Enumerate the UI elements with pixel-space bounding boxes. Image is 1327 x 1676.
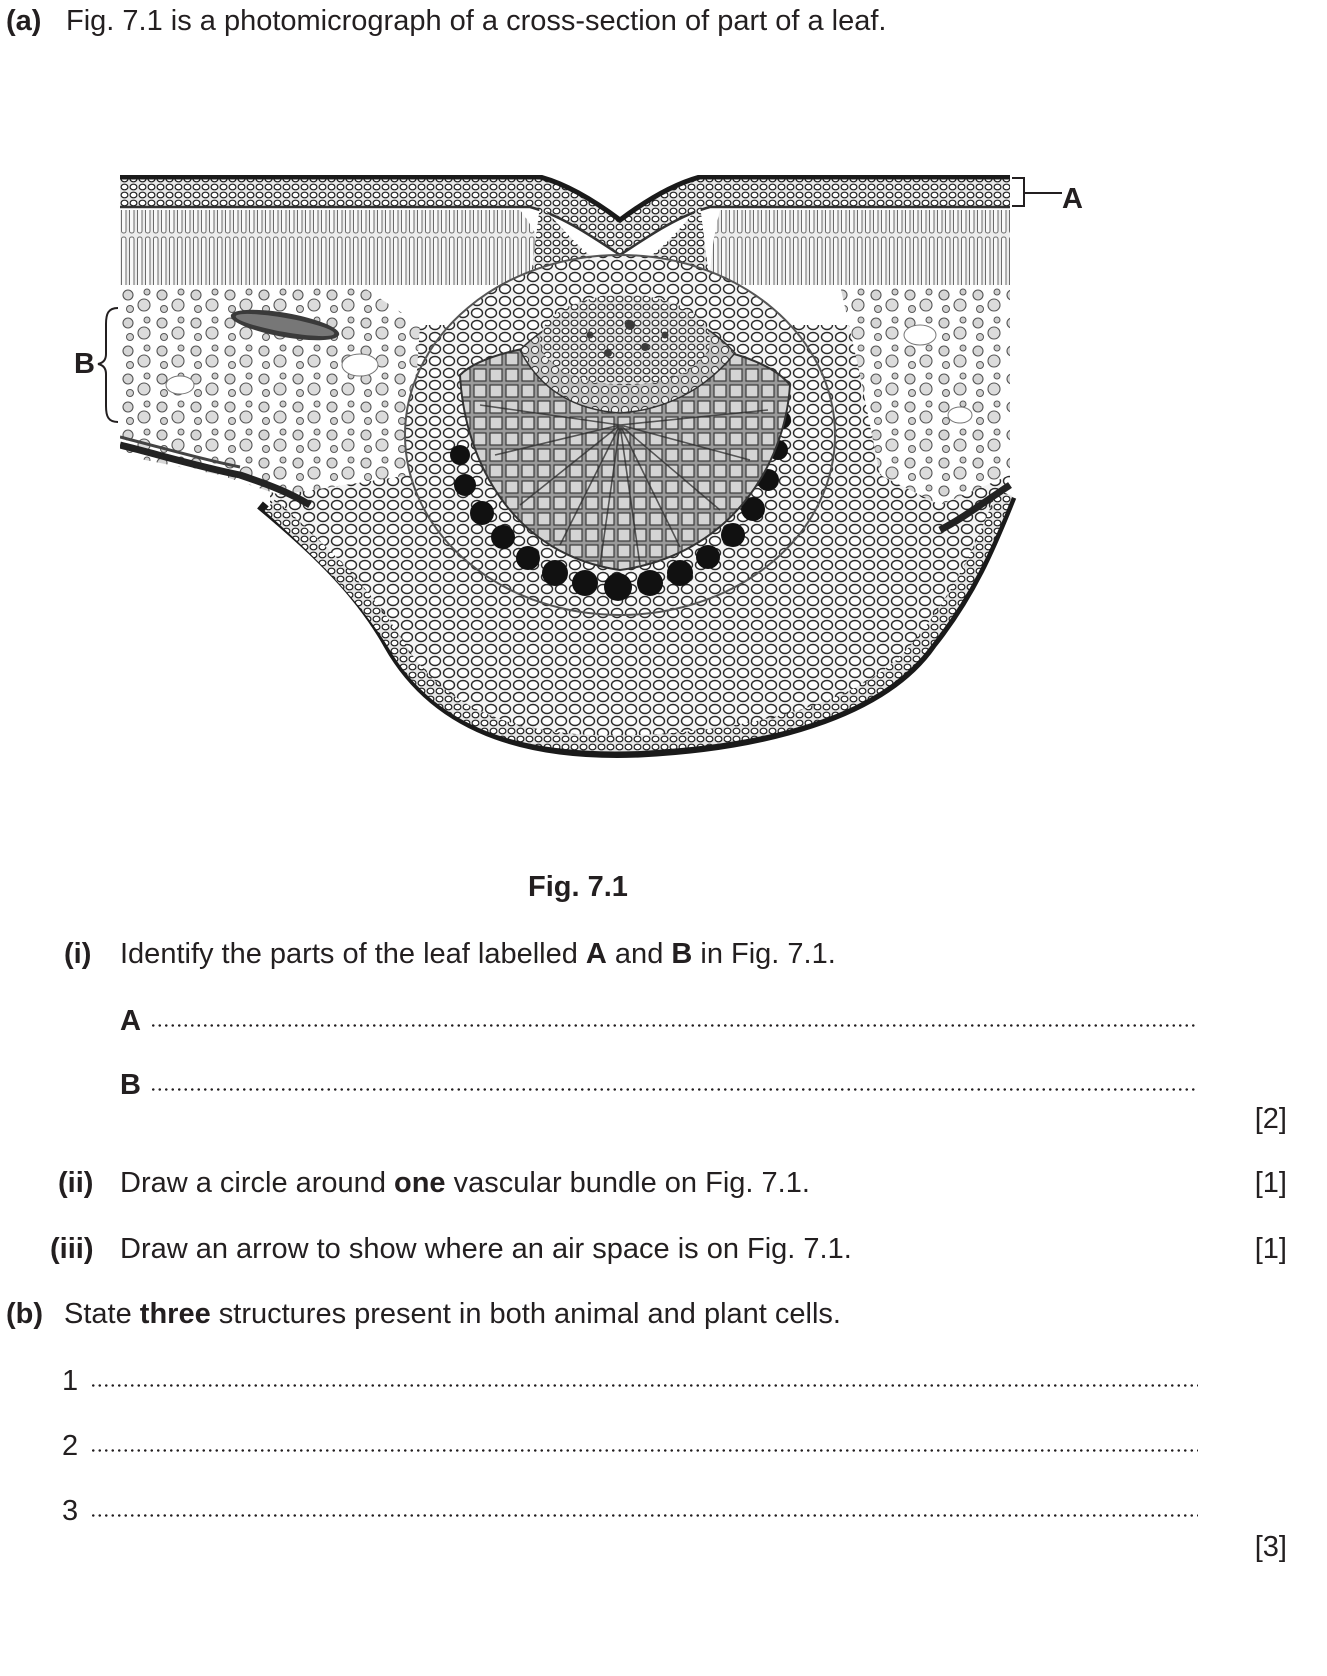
answer-b-line[interactable] <box>150 1088 1198 1091</box>
q-i-number: (i) <box>64 938 92 970</box>
q-iii-text: Draw an arrow to show where an air space is on Fig. 7.1. <box>120 1233 852 1265</box>
q-i-marks: [2] <box>1254 1103 1287 1135</box>
answer-line-1-number: 1 <box>62 1365 79 1397</box>
answer-line-2[interactable] <box>90 1449 1198 1452</box>
figure-label-a: A <box>1062 183 1083 215</box>
answer-a-line[interactable] <box>150 1024 1198 1027</box>
part-b-text: State three structures present in both animal and plant cells. <box>64 1298 841 1330</box>
part-a-label: (a) <box>6 5 42 37</box>
label-a-bracket <box>1010 176 1070 216</box>
answer-line-3[interactable] <box>90 1514 1198 1517</box>
part-b-label: (b) <box>6 1298 44 1330</box>
q-iii-number: (iii) <box>50 1233 94 1265</box>
answer-line-1[interactable] <box>90 1384 1198 1387</box>
answer-line-2-number: 2 <box>62 1430 79 1462</box>
q-iii-marks: [1] <box>1254 1233 1287 1265</box>
q-ii-marks: [1] <box>1254 1167 1287 1199</box>
answer-b-label: B <box>120 1069 141 1101</box>
figure-label-b: B <box>74 348 95 380</box>
part-b-marks: [3] <box>1254 1531 1287 1563</box>
label-b-brace <box>96 306 122 424</box>
q-ii-text: Draw a circle around one vascular bundle on Fig. 7.1. <box>120 1167 810 1199</box>
q-ii-number: (ii) <box>58 1167 94 1199</box>
q-i-text: Identify the parts of the leaf labelled A and B in Fig. 7.1. <box>120 938 836 970</box>
figure-caption: Fig. 7.1 <box>528 871 628 903</box>
answer-line-3-number: 3 <box>62 1495 79 1527</box>
part-a-intro: Fig. 7.1 is a photomicrograph of a cross-section of part of a leaf. <box>66 5 887 37</box>
answer-a-label: A <box>120 1005 141 1037</box>
leaf-photomicrograph[interactable] <box>120 175 1120 815</box>
